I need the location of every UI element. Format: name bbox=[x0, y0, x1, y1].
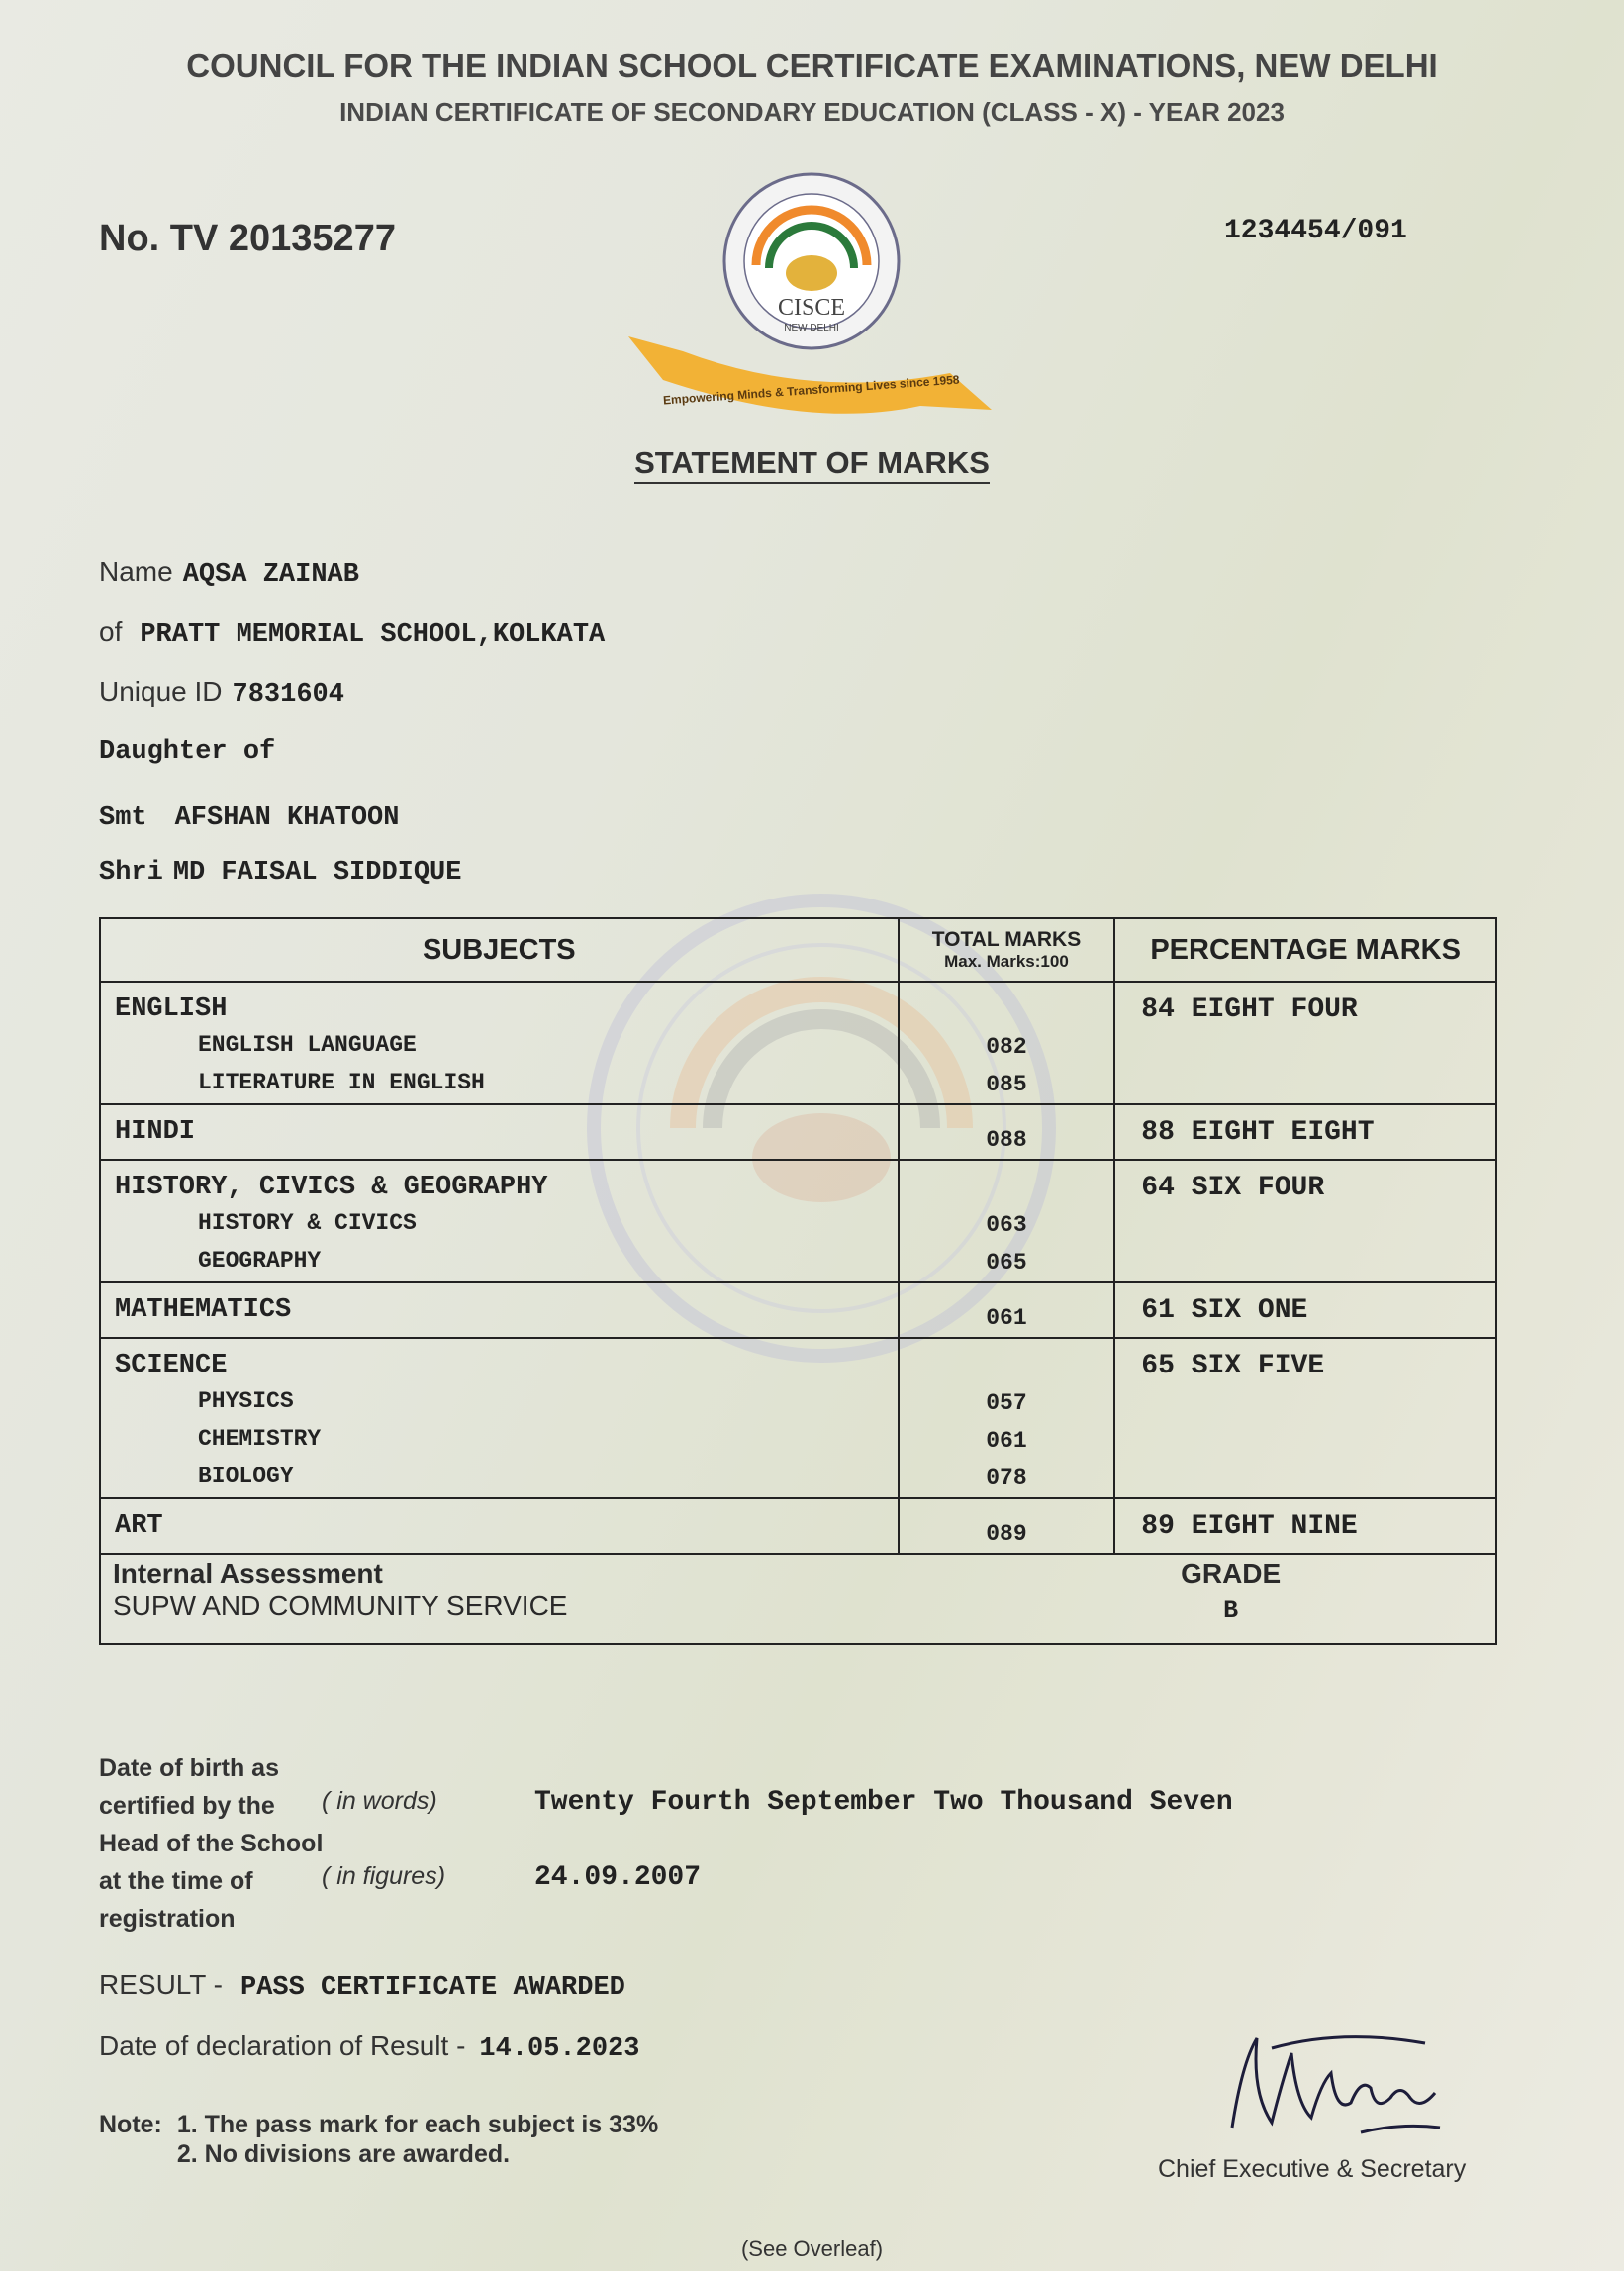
father-name: MD FAISAL SIDDIQUE bbox=[172, 858, 462, 888]
table-row bbox=[100, 1338, 1496, 1498]
percentage-marks: 88 EIGHT EIGHT bbox=[1114, 1104, 1496, 1160]
school-line: of PRATT MEMORIAL SCHOOL,KOLKATA bbox=[99, 616, 606, 650]
subject-name: ART bbox=[115, 1511, 163, 1541]
signature bbox=[1212, 2024, 1450, 2142]
percentage-marks: 61 SIX ONE bbox=[1114, 1282, 1496, 1338]
subject-mark: 061 bbox=[986, 1305, 1027, 1331]
dob-label: Date of birth as certified by the Head of the School at the time of registration bbox=[99, 1754, 324, 1933]
sub-subject-name: GEOGRAPHY bbox=[198, 1248, 322, 1274]
subject-name: SCIENCE bbox=[115, 1351, 228, 1380]
subject-mark: 089 bbox=[986, 1521, 1027, 1547]
total-marks-header: TOTAL MARKS Max. Marks:100 bbox=[899, 918, 1115, 982]
roll-number: 1234454/091 bbox=[1224, 216, 1407, 246]
declaration-date: 14.05.2023 bbox=[479, 2034, 640, 2064]
subject-name: ENGLISH bbox=[115, 994, 228, 1024]
subject-name: HISTORY, CIVICS & GEOGRAPHY bbox=[115, 1173, 548, 1202]
sub-subject-name: PHYSICS bbox=[198, 1388, 294, 1414]
dob-words: Twenty Fourth September Two Thousand Seven bbox=[534, 1787, 1233, 1818]
school-name: PRATT MEMORIAL SCHOOL,KOLKATA bbox=[140, 620, 606, 650]
unique-id: 7831604 bbox=[232, 680, 344, 710]
certificate-number: No. TV 20135277 bbox=[99, 218, 396, 259]
percentage-header: PERCENTAGE MARKS bbox=[1114, 918, 1496, 982]
mother-line: Smt AFSHAN KHATOON bbox=[99, 804, 400, 833]
dob-figures: 24.09.2007 bbox=[534, 1862, 702, 1893]
percentage-marks: 64 SIX FOUR bbox=[1114, 1160, 1496, 1282]
sub-subject-name: CHEMISTRY bbox=[198, 1426, 322, 1452]
table-row bbox=[100, 1160, 1496, 1282]
result-value: PASS CERTIFICATE AWARDED bbox=[240, 1973, 625, 2003]
table-row bbox=[100, 1104, 1496, 1160]
unique-id-line: Unique ID 7831604 bbox=[99, 676, 344, 710]
sub-subject-name: HISTORY & CIVICS bbox=[198, 1210, 417, 1236]
relation-label: Daughter of bbox=[99, 737, 276, 767]
table-row bbox=[100, 1282, 1496, 1338]
subject-name: MATHEMATICS bbox=[115, 1295, 292, 1325]
sub-subject-name: BIOLOGY bbox=[198, 1464, 294, 1489]
declaration-line: Date of declaration of Result - 14.05.2023 bbox=[99, 2031, 640, 2064]
table-row bbox=[100, 982, 1496, 1104]
document-title: STATEMENT OF MARKS bbox=[0, 445, 1624, 481]
in-figures-label: ( in figures) bbox=[322, 1862, 446, 1890]
percentage-marks: 84 EIGHT FOUR bbox=[1114, 982, 1496, 1104]
subjects-header: SUBJECTS bbox=[100, 918, 899, 982]
sub-subject-mark: 065 bbox=[986, 1250, 1027, 1276]
candidate-name-line: Name AQSA ZAINAB bbox=[99, 556, 359, 590]
table-header bbox=[100, 918, 1496, 982]
candidate-name: AQSA ZAINAB bbox=[182, 560, 359, 590]
logo-ribbon: Empowering Minds & Transforming Lives since 1958 bbox=[662, 372, 960, 408]
marks-table bbox=[99, 917, 1497, 1645]
table-row bbox=[100, 1498, 1496, 1554]
percentage-marks: 89 EIGHT NINE bbox=[1114, 1498, 1496, 1554]
mother-name: AFSHAN KHATOON bbox=[174, 804, 400, 833]
exam-subtitle: INDIAN CERTIFICATE OF SECONDARY EDUCATION (CLASS - X) - YEAR 2023 bbox=[339, 97, 1285, 127]
notes: Note: 1. The pass mark for each subject is 33% 2. No divisions are awarded. bbox=[99, 2111, 659, 2168]
sub-subject-mark: 085 bbox=[986, 1072, 1027, 1097]
sub-subject-mark: 082 bbox=[986, 1034, 1027, 1060]
supw-grade: B bbox=[1223, 1596, 1239, 1625]
sub-subject-mark: 061 bbox=[986, 1428, 1027, 1454]
sub-subject-name: LITERATURE IN ENGLISH bbox=[198, 1070, 485, 1095]
result-line: RESULT - PASS CERTIFICATE AWARDED bbox=[99, 1969, 625, 2003]
subject-name: HINDI bbox=[115, 1117, 196, 1147]
father-line: Shri MD FAISAL SIDDIQUE bbox=[99, 858, 462, 888]
council-title: COUNCIL FOR THE INDIAN SCHOOL CERTIFICATE EXAMINATIONS, NEW DELHI bbox=[186, 47, 1438, 84]
internal-assessment-row: Internal Assessment SUPW AND COMMUNITY SERVICE GRADE B bbox=[100, 1554, 1496, 1644]
in-words-label: ( in words) bbox=[322, 1787, 437, 1815]
cisce-logo bbox=[623, 170, 1000, 427]
logo-name: CISCE bbox=[777, 295, 846, 321]
logo-city: NEW DELHI bbox=[784, 323, 839, 333]
subject-mark: 088 bbox=[986, 1127, 1027, 1153]
sub-subject-name: ENGLISH LANGUAGE bbox=[198, 1032, 417, 1058]
percentage-marks: 65 SIX FIVE bbox=[1114, 1338, 1496, 1498]
sub-subject-mark: 063 bbox=[986, 1212, 1027, 1238]
signatory-title: Chief Executive & Secretary bbox=[1158, 2155, 1467, 2183]
sub-subject-mark: 078 bbox=[986, 1466, 1027, 1491]
sub-subject-mark: 057 bbox=[986, 1390, 1027, 1416]
see-overleaf: (See Overleaf) bbox=[740, 2236, 884, 2261]
